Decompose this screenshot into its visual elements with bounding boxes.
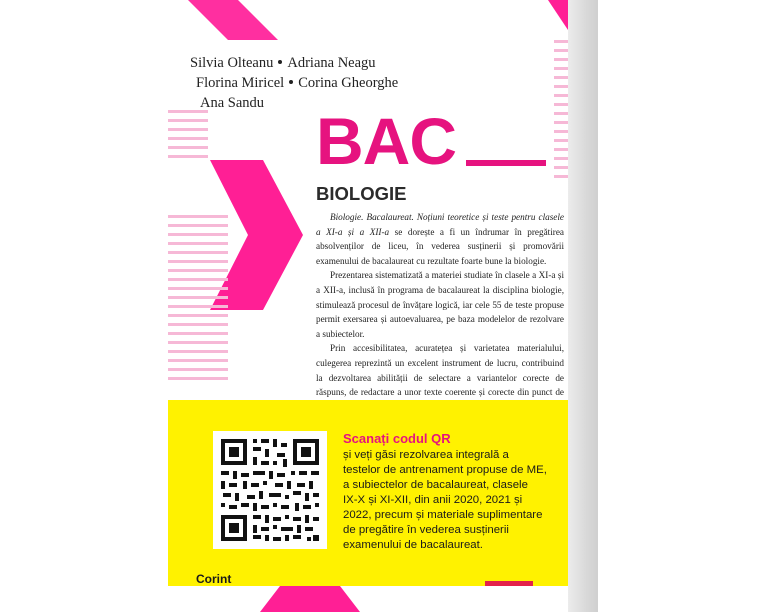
authors-line-2 xyxy=(190,73,398,93)
title-underline xyxy=(466,160,546,166)
qr-banner-line: IX-X și XI-XII, din anii 2020, 2021 și xyxy=(343,494,523,506)
bullet-dot-icon xyxy=(278,60,282,64)
publisher-logo: Corint xyxy=(196,572,232,586)
authors-line-1 xyxy=(190,53,398,73)
description-italic-title: Biologie. Bacalaureat. Noțiuni teoretice și teste pentru clasele a XI-a și a XII-a xyxy=(316,212,564,237)
qr-banner-title: Scanați codul QR xyxy=(343,431,451,446)
author-name: Ana Sandu xyxy=(200,95,265,111)
qr-banner-line: 2022, precum și materiale suplimentare xyxy=(343,509,543,521)
qr-code-icon xyxy=(213,431,327,549)
top-pink-shape xyxy=(168,0,308,55)
description-text xyxy=(316,210,564,429)
bullet-dot-icon xyxy=(289,80,293,84)
author-name: Corina Gheorghe xyxy=(298,75,399,91)
author-name: Florina Miricel xyxy=(196,75,285,91)
description-paragraph-1-rest: se dorește a fi un îndrumar în pregătirea absolvenților de liceu, în vederea susținerii și promovării examenului de bacalaureat cu rezultate foarte bune la biologie. xyxy=(316,226,565,266)
red-tab-accent xyxy=(485,581,533,586)
qr-banner-line: de pregătire în vederea susținerii xyxy=(343,524,509,536)
series-title: BAC xyxy=(316,104,456,178)
page-edge xyxy=(568,0,598,612)
description-paragraph-3: Prin accesibilitatea, acuratețea și varietatea materialului, culegerea reprezintă un excelent instrument de lucru, contribuind la dezvoltarea abilității de selectare a variantelor corecte de răspuns, de redactare a unor texte coerente și corecte din punct de xyxy=(316,343,564,398)
author-name: Adriana Neagu xyxy=(287,55,376,71)
author-name: Silvia Olteanu xyxy=(190,55,274,71)
qr-banner-line: testelor de antrenament propuse de ME, xyxy=(343,464,547,476)
description-paragraph-1 xyxy=(316,210,564,268)
subject-title: BIOLOGIE xyxy=(316,183,407,204)
qr-banner-line: a subiectelor de bacalaureat, clasele xyxy=(343,479,528,491)
stripe-pattern-lower xyxy=(168,215,308,395)
description-paragraph-2: Prezentarea sistematizată a materiei studiate în clasele a XI-a și a XII-a, inclusă în programa de bacalaureat la disciplina biologie, stimulează procesul de învățare logică, iar cele 55 de teste propuse permit exersarea și autoevaluarea, pe baza modelelor de rezolvare a subiectelor. xyxy=(316,270,564,339)
qr-banner-line: și veți găsi rezolvarea integrală a xyxy=(343,449,509,461)
qr-banner-text xyxy=(343,448,573,553)
bottom-pink-shape xyxy=(260,586,380,612)
qr-code[interactable] xyxy=(213,431,327,549)
qr-banner-line: examenului de bacalaureat. xyxy=(343,539,483,551)
